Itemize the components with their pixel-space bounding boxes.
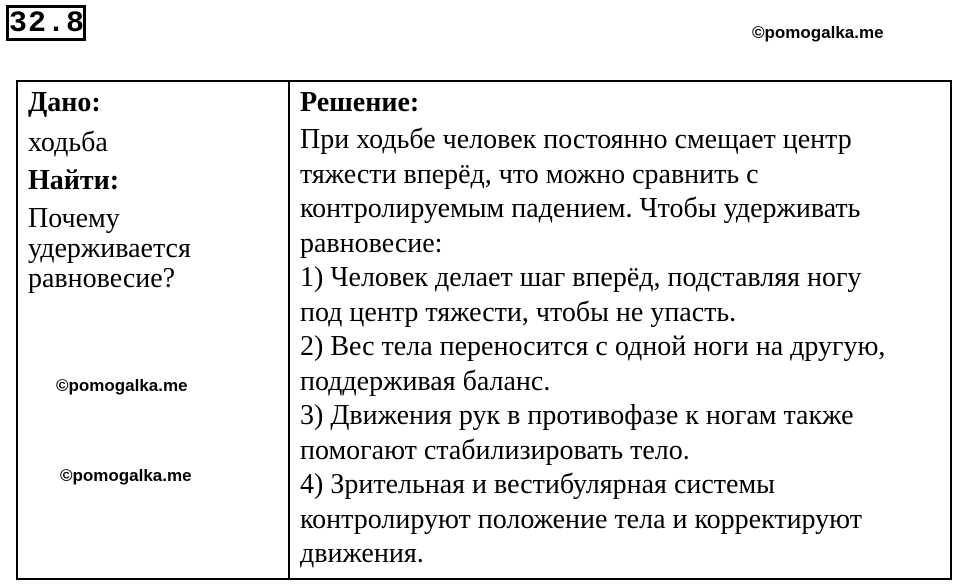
solution-heading: Решение: <box>300 87 420 118</box>
find-question-line: равновесие? <box>28 263 176 294</box>
watermark-left-2: ©pomogalka.me <box>60 466 192 485</box>
solution-line: 2) Вес тела переносится с одной ноги на другую, <box>300 331 886 362</box>
problem-number: 32.8 <box>6 5 86 41</box>
watermark-top: ©pomogalka.me <box>752 23 884 42</box>
given-value: ходьба <box>28 127 108 158</box>
solution-line: равновесие: <box>300 227 443 259</box>
solution-line: поддерживая баланс. <box>300 365 551 397</box>
solution-line: 1) Человек делает шаг вперёд, подставляя ногу <box>300 262 862 293</box>
solution-line: контролируют положение тела и корректируют <box>300 503 862 535</box>
find-heading: Найти: <box>28 165 120 196</box>
solution-line: помогают стабилизировать тело. <box>300 434 690 466</box>
solution-line: контролируемым падением. Чтобы удерживать <box>300 193 861 224</box>
solution-line: под центр тяжести, чтобы не упасть. <box>300 296 737 328</box>
solution-table <box>16 80 952 580</box>
solution-line: 3) Движения рук в противофазе к ногам также <box>300 400 854 431</box>
find-question <box>28 204 288 294</box>
solution-line: При ходьбе человек постоянно смещает центр <box>300 124 852 155</box>
given-heading: Дано: <box>28 87 101 118</box>
solution-line: движения. <box>300 538 424 569</box>
find-question-line: удерживается <box>28 233 191 264</box>
solution-line: тяжести вперёд, что можно сравнить с <box>300 158 759 190</box>
solution-column <box>290 82 950 578</box>
solution-body <box>300 123 950 572</box>
watermark-left-1: ©pomogalka.me <box>56 376 188 395</box>
find-question-line: Почему <box>28 203 120 234</box>
solution-line: 4) Зрительная и вестибулярная системы <box>300 469 775 500</box>
given-column <box>18 82 290 578</box>
